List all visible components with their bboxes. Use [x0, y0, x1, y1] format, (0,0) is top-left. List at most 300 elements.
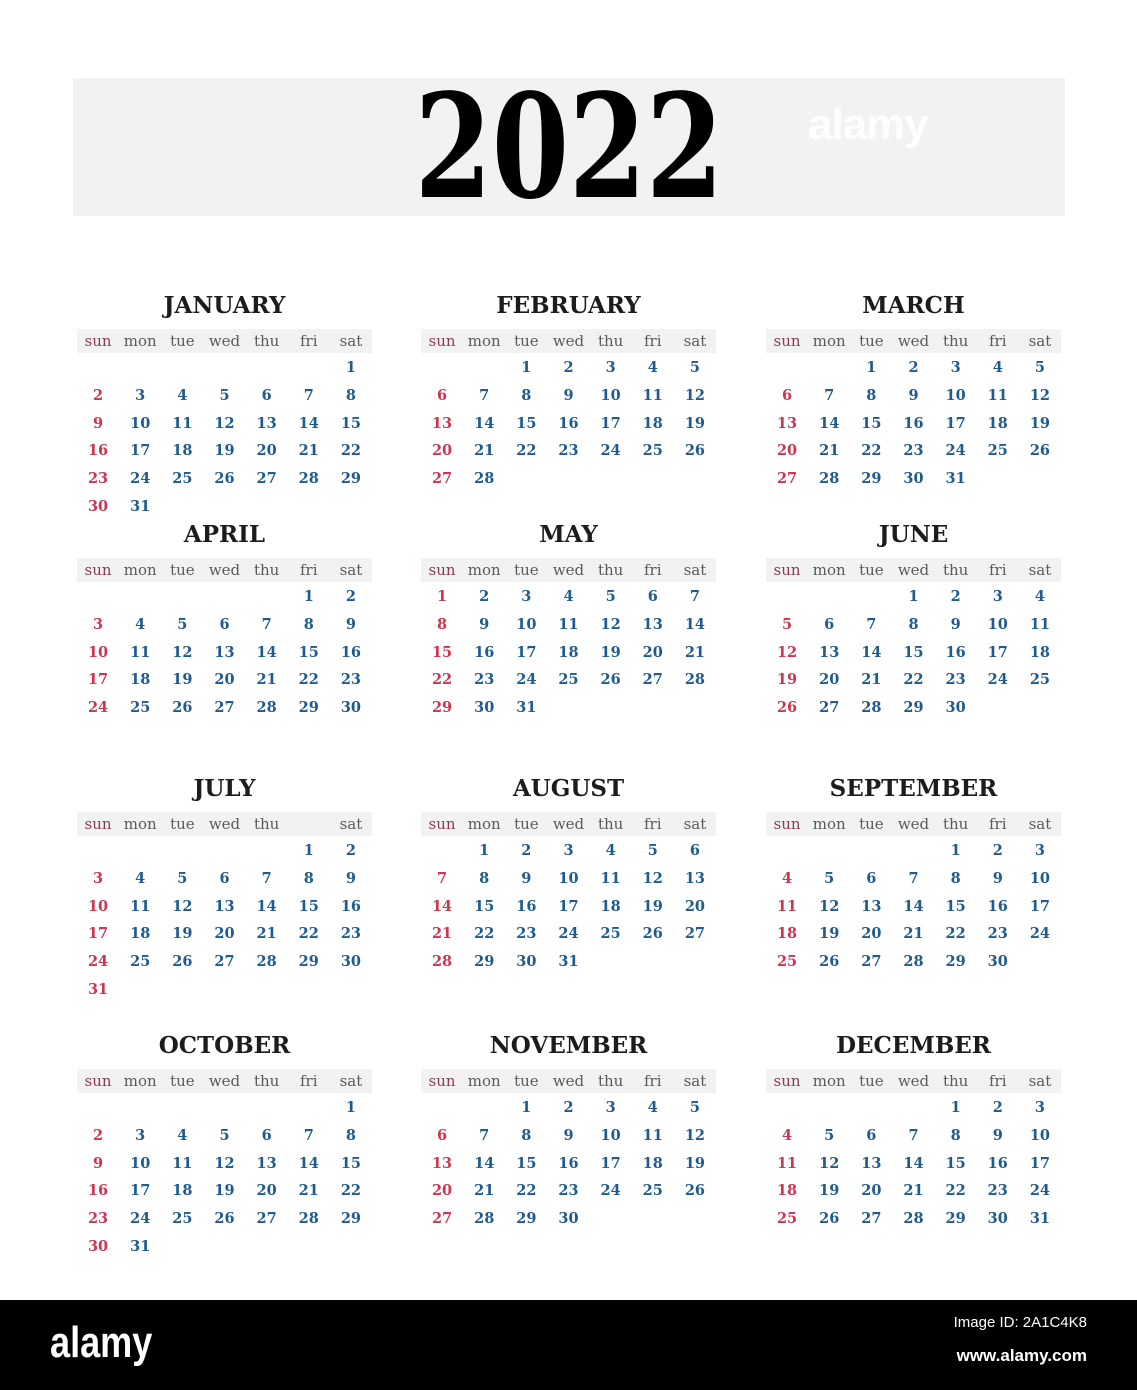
day-cell: 20 — [819, 671, 840, 689]
day-cell: 24 — [87, 953, 109, 971]
day-cell: 18 — [1029, 643, 1050, 661]
week-row — [77, 1177, 372, 1205]
day-cell: 16 — [474, 643, 495, 661]
weekday-label: thu — [253, 1072, 280, 1090]
weekday-label: sat — [1028, 561, 1052, 579]
day-cell-empty — [547, 694, 589, 722]
day-cell-empty — [161, 1233, 203, 1261]
weekday-label: wed — [897, 561, 930, 579]
day-cell: 26 — [172, 699, 193, 717]
day-cell: 28 — [903, 1210, 924, 1228]
day-cell: 16 — [558, 1154, 579, 1172]
day-cell: 22 — [431, 671, 453, 689]
day-cell: 13 — [214, 897, 235, 915]
weekday-label: wed — [897, 815, 930, 833]
day-cell: 16 — [340, 897, 361, 915]
day-cell-empty — [590, 694, 632, 722]
weekday-label: fri — [989, 561, 1007, 579]
day-cell: 2 — [992, 842, 1003, 859]
month-block-october — [77, 1031, 372, 1271]
day-cell: 15 — [516, 414, 537, 432]
day-cell: 24 — [1029, 925, 1050, 943]
week-row — [421, 1094, 716, 1122]
day-cell: 28 — [903, 953, 924, 971]
weeks-list — [766, 583, 1061, 722]
weekday-header — [421, 558, 716, 582]
day-cell: 1 — [866, 359, 877, 376]
day-cell: 6 — [261, 1126, 272, 1144]
day-cell: 22 — [340, 1182, 361, 1200]
day-cell-empty — [977, 694, 1019, 722]
weekday-label: fri — [300, 1072, 318, 1090]
weekday-label: wed — [208, 561, 241, 579]
day-cell: 4 — [647, 359, 658, 376]
weeks-list — [421, 354, 716, 493]
weekday-label: sat — [339, 815, 363, 833]
weekday-label: sun — [773, 332, 801, 350]
day-cell: 9 — [93, 414, 104, 432]
week-row — [421, 1150, 716, 1178]
day-cell-empty — [330, 1233, 372, 1261]
week-row — [77, 583, 372, 611]
weekday-label: wed — [208, 332, 241, 350]
weeks-list — [77, 1094, 372, 1261]
day-cell: 31 — [516, 699, 537, 717]
day-cell: 17 — [558, 897, 579, 915]
day-cell-empty — [463, 354, 505, 382]
day-cell: 17 — [87, 671, 109, 689]
weekday-label: mon — [123, 815, 157, 833]
day-cell-empty — [590, 948, 632, 976]
weekday-label: mon — [467, 332, 501, 350]
day-cell-empty — [421, 354, 463, 382]
day-cell: 17 — [130, 1182, 151, 1200]
week-row — [77, 1233, 372, 1261]
day-cell: 7 — [437, 869, 448, 887]
day-cell: 27 — [684, 925, 705, 943]
day-cell: 16 — [987, 1154, 1008, 1172]
day-cell: 19 — [819, 925, 840, 943]
day-cell: 13 — [256, 414, 277, 432]
day-cell: 1 — [345, 359, 356, 376]
day-cell: 9 — [563, 1126, 574, 1144]
day-cell-empty — [766, 354, 808, 382]
day-cell-empty — [808, 837, 850, 865]
day-cell: 6 — [866, 1126, 877, 1144]
month-block-december — [766, 1031, 1061, 1271]
day-cell: 1 — [908, 588, 919, 605]
day-cell: 9 — [563, 386, 574, 404]
day-cell: 23 — [87, 470, 109, 488]
day-cell: 27 — [256, 470, 277, 488]
day-cell: 18 — [987, 414, 1008, 432]
site-url-text: www.alamy.com — [956, 1346, 1087, 1365]
day-cell: 14 — [861, 643, 882, 661]
day-cell: 28 — [256, 699, 277, 717]
day-cell: 27 — [431, 470, 453, 488]
week-row — [766, 1205, 1061, 1233]
day-cell: 26 — [1029, 442, 1050, 460]
month-block-february — [421, 291, 716, 531]
day-cell: 16 — [945, 643, 966, 661]
weekday-label: mon — [123, 561, 157, 579]
day-cell: 27 — [642, 671, 663, 689]
day-cell: 3 — [605, 1099, 616, 1116]
day-cell: 10 — [600, 1126, 621, 1144]
weekday-label: fri — [644, 332, 662, 350]
day-cell: 23 — [516, 925, 537, 943]
weekday-label: sun — [84, 561, 112, 579]
weekday-label: sat — [683, 1072, 707, 1090]
month-block-november — [421, 1031, 716, 1271]
day-cell: 18 — [130, 671, 151, 689]
month-block-january — [77, 291, 372, 531]
day-cell: 27 — [256, 1210, 277, 1228]
week-row — [766, 865, 1061, 893]
weekday-label: fri — [644, 1072, 662, 1090]
day-cell: 17 — [987, 643, 1008, 661]
day-cell: 3 — [93, 869, 104, 887]
day-cell-empty — [203, 493, 245, 521]
day-cell: 30 — [945, 699, 966, 717]
day-cell: 7 — [866, 615, 877, 633]
day-cell: 22 — [861, 442, 882, 460]
day-cell: 12 — [172, 643, 193, 661]
day-cell: 6 — [782, 386, 793, 404]
day-cell-empty — [850, 1094, 892, 1122]
week-row — [421, 611, 716, 639]
footer-bar — [0, 1300, 1137, 1390]
weeks-list — [766, 1094, 1061, 1233]
month-block-may — [421, 520, 716, 760]
day-cell: 20 — [431, 1182, 453, 1200]
day-cell: 16 — [87, 442, 109, 460]
day-cell-empty — [161, 976, 203, 1004]
day-cell: 7 — [479, 386, 490, 404]
weekday-label: sat — [1028, 815, 1052, 833]
day-cell: 12 — [819, 897, 840, 915]
week-row — [766, 639, 1061, 667]
day-cell: 6 — [219, 615, 230, 633]
day-cell-empty — [421, 1094, 463, 1122]
day-cell: 17 — [130, 442, 151, 460]
day-cell-empty — [203, 837, 245, 865]
day-cell: 22 — [298, 925, 319, 943]
day-cell: 23 — [987, 1182, 1008, 1200]
weekday-header — [421, 329, 716, 353]
day-cell-empty — [766, 837, 808, 865]
day-cell-empty — [590, 1205, 632, 1233]
day-cell: 8 — [950, 1126, 961, 1144]
day-cell-empty — [632, 948, 674, 976]
day-cell: 13 — [819, 643, 840, 661]
day-cell: 21 — [474, 1182, 495, 1200]
day-cell: 4 — [992, 359, 1003, 376]
day-cell-empty — [203, 976, 245, 1004]
day-cell: 23 — [340, 671, 361, 689]
day-cell: 23 — [558, 442, 579, 460]
day-cell: 2 — [950, 588, 961, 605]
day-cell: 11 — [172, 1154, 193, 1172]
week-row — [77, 666, 372, 694]
day-cell: 7 — [824, 386, 835, 404]
week-row — [421, 1122, 716, 1150]
day-cell: 12 — [214, 414, 235, 432]
week-row — [766, 694, 1061, 722]
day-cell: 26 — [172, 953, 193, 971]
day-cell: 5 — [219, 386, 230, 404]
day-cell: 5 — [177, 869, 188, 887]
weekday-label: thu — [597, 332, 624, 350]
week-row — [77, 1122, 372, 1150]
day-cell: 24 — [558, 925, 579, 943]
day-cell: 10 — [87, 897, 109, 915]
day-cell: 12 — [819, 1154, 840, 1172]
day-cell: 6 — [219, 869, 230, 887]
day-cell: 5 — [219, 1126, 230, 1144]
day-cell-empty — [1019, 465, 1061, 493]
day-cell: 20 — [642, 643, 663, 661]
week-row — [421, 465, 716, 493]
month-title: JANUARY — [163, 292, 286, 319]
weekday-label: wed — [208, 1072, 241, 1090]
day-cell: 26 — [600, 671, 621, 689]
week-row — [421, 694, 716, 722]
week-row — [77, 382, 372, 410]
weekday-label: mon — [812, 815, 846, 833]
day-cell: 16 — [516, 897, 537, 915]
week-row — [766, 437, 1061, 465]
day-cell: 8 — [345, 1126, 356, 1144]
day-cell-empty — [161, 583, 203, 611]
day-cell: 30 — [558, 1210, 579, 1228]
day-cell: 12 — [684, 386, 705, 404]
day-cell-empty — [590, 465, 632, 493]
day-cell: 18 — [776, 925, 798, 943]
weekday-label: sun — [428, 561, 456, 579]
weekday-label: tue — [170, 561, 195, 579]
day-cell: 26 — [642, 925, 663, 943]
day-cell: 13 — [642, 615, 663, 633]
day-cell-empty — [203, 1094, 245, 1122]
day-cell: 17 — [87, 925, 109, 943]
day-cell-empty — [632, 694, 674, 722]
day-cell: 26 — [684, 1182, 705, 1200]
weekday-label: fri — [989, 1072, 1007, 1090]
day-cell: 5 — [647, 842, 658, 859]
day-cell: 28 — [256, 953, 277, 971]
day-cell: 26 — [214, 1210, 235, 1228]
day-cell: 19 — [214, 442, 235, 460]
day-cell: 20 — [431, 442, 453, 460]
day-cell: 1 — [950, 842, 961, 859]
day-cell: 10 — [1029, 1126, 1050, 1144]
day-cell: 3 — [1034, 1099, 1045, 1116]
day-cell: 1 — [437, 588, 448, 605]
day-cell: 21 — [684, 643, 705, 661]
week-row — [77, 465, 372, 493]
day-cell: 25 — [642, 1182, 663, 1200]
weekday-header — [77, 558, 372, 582]
month-title: JUNE — [878, 521, 949, 548]
day-cell: 22 — [474, 925, 495, 943]
weekday-label: fri — [989, 332, 1007, 350]
weekday-label: thu — [597, 561, 624, 579]
day-cell: 5 — [605, 588, 616, 605]
weekday-label: thu — [942, 815, 969, 833]
day-cell: 9 — [992, 1126, 1003, 1144]
day-cell: 10 — [130, 1154, 151, 1172]
day-cell: 14 — [298, 414, 319, 432]
day-cell: 7 — [908, 869, 919, 887]
day-cell: 5 — [689, 1099, 700, 1116]
day-cell: 9 — [93, 1154, 104, 1172]
day-cell: 2 — [563, 359, 574, 376]
month-block-april — [77, 520, 372, 760]
day-cell: 15 — [516, 1154, 537, 1172]
weekday-header — [421, 812, 716, 836]
day-cell: 26 — [819, 953, 840, 971]
day-cell: 31 — [1029, 1210, 1050, 1228]
day-cell: 2 — [93, 386, 104, 404]
weekday-label: mon — [467, 561, 501, 579]
weekday-label: thu — [253, 561, 280, 579]
day-cell: 4 — [647, 1099, 658, 1116]
week-row — [766, 354, 1061, 382]
day-cell: 13 — [684, 869, 705, 887]
day-cell-empty — [632, 1205, 674, 1233]
day-cell: 6 — [437, 386, 448, 404]
day-cell: 10 — [1029, 869, 1050, 887]
day-cell: 11 — [172, 414, 193, 432]
day-cell: 18 — [172, 442, 193, 460]
month-title: APRIL — [183, 521, 266, 548]
weekday-label: mon — [812, 332, 846, 350]
weekday-label: fri — [300, 332, 318, 350]
day-cell-empty — [505, 465, 547, 493]
day-cell-empty — [119, 354, 161, 382]
weeks-list — [421, 1094, 716, 1233]
day-cell: 24 — [130, 470, 151, 488]
day-cell: 2 — [479, 588, 490, 605]
day-cell: 19 — [642, 897, 663, 915]
day-cell: 28 — [861, 699, 882, 717]
day-cell: 15 — [945, 1154, 966, 1172]
day-cell: 4 — [177, 386, 188, 404]
day-cell: 5 — [782, 615, 793, 633]
day-cell-empty — [161, 1094, 203, 1122]
day-cell: 6 — [824, 615, 835, 633]
day-cell: 4 — [782, 1126, 793, 1144]
day-cell: 6 — [647, 588, 658, 605]
day-cell: 20 — [684, 897, 705, 915]
day-cell: 7 — [479, 1126, 490, 1144]
weekday-label: wed — [897, 1072, 930, 1090]
day-cell: 19 — [214, 1182, 235, 1200]
day-cell: 23 — [474, 671, 495, 689]
weekday-label: mon — [123, 1072, 157, 1090]
day-cell-empty — [808, 354, 850, 382]
week-row — [766, 611, 1061, 639]
day-cell: 30 — [987, 1210, 1008, 1228]
day-cell: 4 — [563, 588, 574, 605]
day-cell: 26 — [776, 699, 798, 717]
day-cell: 25 — [776, 1210, 798, 1228]
day-cell: 14 — [256, 643, 277, 661]
day-cell-empty — [674, 694, 716, 722]
day-cell: 9 — [950, 615, 961, 633]
day-cell-empty — [161, 354, 203, 382]
day-cell-empty — [850, 837, 892, 865]
weekday-label: thu — [942, 561, 969, 579]
day-cell-empty — [674, 948, 716, 976]
week-row — [421, 1205, 716, 1233]
day-cell: 12 — [684, 1126, 705, 1144]
weekday-label: tue — [170, 815, 195, 833]
week-row — [421, 666, 716, 694]
weekday-label: mon — [467, 815, 501, 833]
day-cell: 21 — [298, 442, 319, 460]
day-cell: 2 — [521, 842, 532, 859]
day-cell: 12 — [642, 869, 663, 887]
day-cell: 18 — [776, 1182, 798, 1200]
weekday-label: sat — [683, 561, 707, 579]
weekday-header — [421, 1069, 716, 1093]
weekday-label: sat — [339, 332, 363, 350]
week-row — [77, 893, 372, 921]
month-title: DECEMBER — [836, 1032, 991, 1059]
day-cell: 14 — [298, 1154, 319, 1172]
day-cell: 13 — [214, 643, 235, 661]
day-cell-empty — [119, 976, 161, 1004]
weekday-label: sun — [773, 815, 801, 833]
day-cell: 14 — [474, 414, 495, 432]
day-cell-empty — [808, 583, 850, 611]
day-cell: 8 — [479, 869, 490, 887]
day-cell-empty — [246, 976, 288, 1004]
week-row — [766, 410, 1061, 438]
weekday-label: thu — [597, 815, 624, 833]
week-row — [421, 354, 716, 382]
week-row — [766, 1094, 1061, 1122]
day-cell: 5 — [1034, 359, 1045, 376]
day-cell: 10 — [987, 615, 1008, 633]
week-row — [421, 948, 716, 976]
day-cell: 8 — [866, 386, 877, 404]
weekday-header — [77, 812, 372, 836]
day-cell: 24 — [600, 1182, 621, 1200]
month-title: SEPTEMBER — [829, 775, 998, 802]
week-row — [421, 639, 716, 667]
week-row — [766, 382, 1061, 410]
day-cell: 13 — [256, 1154, 277, 1172]
day-cell: 17 — [945, 414, 966, 432]
day-cell: 15 — [474, 897, 495, 915]
day-cell: 21 — [298, 1182, 319, 1200]
week-row — [77, 1205, 372, 1233]
day-cell: 17 — [516, 643, 537, 661]
day-cell: 27 — [861, 953, 882, 971]
weekday-label: fri — [989, 815, 1007, 833]
day-cell: 23 — [903, 442, 924, 460]
weekday-label — [288, 812, 330, 836]
day-cell-empty — [246, 1233, 288, 1261]
weekday-label: fri — [644, 561, 662, 579]
weeks-list — [77, 837, 372, 1004]
day-cell: 2 — [345, 842, 356, 859]
day-cell: 27 — [431, 1210, 453, 1228]
day-cell: 11 — [558, 615, 579, 633]
